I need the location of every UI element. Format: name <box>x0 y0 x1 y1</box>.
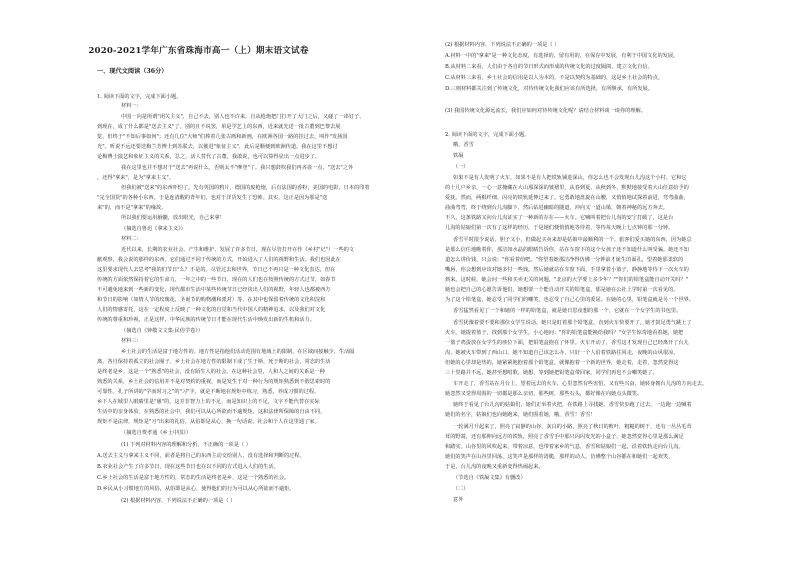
right-text-line: 她忽然又觉得周围的一切都是那么亲切，那些树，那些石头，都好像在向她点头微笑。 <box>445 391 643 397</box>
right-text-line: 铁凝 <box>453 153 464 159</box>
left-text-line: 材料一： <box>121 103 142 109</box>
left-text-line: 这里要求现代人去思考"我的们节日"么？不是的。尽管过去和世界，节日已不再只是一种文化表达，但在 <box>97 267 336 273</box>
right-text-line: 沟，她被火车带到了西山口。她不知道自己该怎么办，只好一个人沿着铁路往回走，夜晚的山风很凉， <box>445 350 679 356</box>
left-text-line: D.乡民从小习惯地方的风俗，从俗即是从心，使得他们的行为可以从心所欲而不逾矩。 <box>97 486 295 492</box>
left-text-line: 我在这里也并不想对于"送去"再说什么，否则太不"摩登"了。我只想鼓吹我们再吝啬一点，"送去"之外 <box>121 165 354 171</box>
right-text-line: （二） <box>453 486 469 492</box>
left-text-line: 乡土社会的生活是富于地方性的。地方性是指他们活动范围有地域上的限制，在区域间接触少，生活隔 <box>121 349 355 355</box>
left-text-line: 熟悉的关系，乡土社会的信用并不是对契约的重视，而是发生于对一种行为的规矩熟悉到不假思索时的 <box>97 379 331 385</box>
left-text-line: (2) 根据材料内容，下列说法不正确的一项是（ ） <box>121 498 236 504</box>
left-text-line: 生活中的亲身体验。在熟悉的社会中，我们可以从心所欲而不逾规矩，这和法律所保障的自由不同， <box>97 409 326 415</box>
left-text-line: 论梅博士演艺和象征主义的关系，总之，活人替代了古董，我敢说，也可以算得显出一点进步了。 <box>97 154 321 160</box>
right-text-line: 2. 阅读下面的文字，完成下面小题。 <box>445 132 530 138</box>
left-text-line: 和节日的影响（如情人节的玫瑰花，圣诞节的购物潮和派对）等，在其中也保留着传统的文化积淀和 <box>97 297 326 303</box>
left-text-line: （摘选自鲁迅《拿来主义》） <box>121 226 186 232</box>
left-text-line: 近代以来，长期的农业社会，产生和维护、发展了许多节日，现在尽管打开在作《乡村"记"）一些的文 <box>121 247 355 253</box>
left-text-line: A.送去主义与拿来主义不同，前者是将自己的东西主动交给别人，没有选择和判断的过程。 <box>97 453 305 459</box>
left-text-line: 人们的情感寄托，这在一定程度上反映了一种文化的自觉和当代中国人的精神追求，以及我们对文化 <box>97 307 326 313</box>
left-text-line: （摘选自费孝通《乡土中国》） <box>121 430 192 436</box>
left-text-line: （摘选自《钟敬文文集·民俗学卷》） <box>121 328 204 334</box>
right-text-line: 茸的野蒿，还有那伸向远方的铁轨，照亮了香雪手中那只闪闪发光的小盒子，她忽然觉得心里是那么满足 <box>445 434 684 440</box>
right-text-line: 火车。她提着篮子，找到那个女学生，小心地问："你的铅笔盒能换给我吗？"女学生惊奇地看着她，她把 <box>445 330 684 336</box>
left-text-line: 中国一向是所谓"闭关主义"，自己不去，别人也不许来。自从枪炮把门打开了大门之后，又碰了一串钉子， <box>121 114 365 120</box>
right-text-line: （节选自《铁凝文集》有删改） <box>453 475 526 481</box>
right-text-line: 哦，香雪 <box>453 142 474 148</box>
left-text-line: 1. 阅读下面的文字，完成下面小题。 <box>97 94 182 100</box>
exam-title: 2020-2021学年广东省珠海市高一（上）期末语文试卷 <box>88 46 309 56</box>
left-text-line: 规矩不是法律，规矩是"习"出来的礼俗。从俗即是从心，换一句话说，社会和个人在这里通了家。 <box>97 419 320 425</box>
right-text-line: 嘴唇，你会想到应该对她多付一些钱。然后她就站在车窗下面，手里拿着小篮子，静静地等待下一次火车的 <box>445 267 689 273</box>
right-text-line: 她们的名字，姑娘们也向她跑来，她们围着她，哦，香雪！香雪！ <box>445 412 596 418</box>
left-text-line: 是终老是乡。这是一个"熟悉"的社会，没有陌生人的社会。在这种社会里，人和人之间的关系是一种 <box>97 369 325 375</box>
right-text-line: 香雪平时很少说话，胆子又小，但做起买卖来却是姑娘中最顺利的一个。旅客们爱买她的东西，因为她总 <box>453 237 692 243</box>
right-text-line: 是那么信任地瞧着你，那洁如水晶的眼睛告诉你，站在车窗下的这个女孩子还不知道什么叫受骗。她还不知 <box>445 247 689 253</box>
left-text-line: 但我们被"送来"的东西吓怕了。先有英国的鸦片，德国的废枪炮，后有法国的香粉，美国的电影，日本的印着 <box>121 185 370 191</box>
right-text-line: 车开走了，香雪站在月台上，望着远去的火车，心里忽然有些害怕，又有些兴奋，她转身朝台儿沟的方向走去。 <box>453 381 708 387</box>
section-heading: 一、现代文阅读（36分） <box>97 68 168 75</box>
right-text-line: 如果不是有人发明了火车，如果不是有人把铁轨铺进深山，你怎么也不会发现台儿沟这个小村。它和它 <box>453 175 687 181</box>
left-text-line: 可靠性。孔子所讲的"学而时习之"的"习"字，就是不断地在规矩中练习，熟悉，养成习惯的过程。 <box>97 389 320 395</box>
left-text-line: 览，但终于"不知后事如何"；还有几位"大师"们捧着几张古画和新画，在欧洲各国一路的挂过去，叫作"发扬国 <box>97 134 348 140</box>
right-text-line: （一） <box>453 164 469 170</box>
left-text-line: (1) 下列对材料内容的理解和分析，不正确的一项是（ ） <box>121 442 251 448</box>
right-text-line: 她们的笑声在山谷里回荡，这笑声是那样的清脆，那样的动人，仿佛整个山谷都在和她们一起欢笑。 <box>445 454 674 460</box>
left-text-line: 材料二： <box>121 236 142 242</box>
right-text-line: 到来。这时候，她会问一些和买卖无关的问题，"北京的大学要上多少年？""你们的铅笔盒能自动开关吗？" <box>445 277 688 283</box>
left-text-line: 光"。听说不远还要送梅兰芳博士到苏联去，以催进"象征主义"，此后是顺便到欧洲传道。我在这里不想讨 <box>97 144 338 150</box>
right-text-line: 不久，这条铁路又向台儿沟证实了一种新的存在——火车。它喊叫着把台儿沟的安宁打破了，这是台 <box>445 215 674 221</box>
right-text-line: 但她的心里却是热的，她紧紧地抱着那个铅笔盒，就像抱着一个新的世界，她走着，走着，忽然觉得这 <box>445 360 679 366</box>
right-text-line: 香雪猛然看见了一个和她的一样的铅笔盒，就是她日思夜想的那一个，它就在一个女学生的书包里。 <box>453 308 682 314</box>
left-text-line: B.农业社会产生了许多节日，现在这些节日也在以不同的方式进入人们的生活。 <box>97 464 279 470</box>
right-text-line: 于是，台儿沟的夜晚又重新变得热闹起来。 <box>445 464 544 470</box>
right-text-line: 她也会把自己的心愿告诉他们，她想要一个能自动开关的铅笔盒，那是她在公社上学时第一次看见的。 <box>445 287 679 293</box>
right-text-line: 她终于看见了台儿沟的姑娘们，她们正举着火把，在铁路上寻找她。香雪快步跑了过去，一边跑一边喊着 <box>453 402 692 408</box>
left-text-line: 来"的，而不是"拿来"的缘故。 <box>97 205 167 211</box>
left-text-line: 传统的尊重和珍视，正是这样，中华民族的传统节日才能在现代生活中焕发出新的生机和活力。 <box>97 317 315 323</box>
right-text-line: 的十几户乡亲，一心一意掩藏在大山那深深的皱褶里，从春到夏，从秋到冬，默默地接受着大山任意给予的 <box>445 185 689 191</box>
right-text-line: 儿沟的姑娘们第一次有了这样的经历，于是她们便悄悄地等待着，等待每天晚上七点钟的那一分钟。 <box>445 225 674 231</box>
left-text-line: ，还得"拿来"，是为"拿来主义"。 <box>97 175 174 181</box>
right-text-line: (3) 我国传统文化源远流长，我们应如何对待传统文化呢？请结合材料谈一谈你的理解。 <box>445 108 646 114</box>
left-text-line: 乡下人在城里人眼睛里是"愚"的，这并非智力上的不足，而是知识上的不足，文字不能代替在实际 <box>97 399 320 405</box>
right-column <box>397 0 794 562</box>
left-text-line: 离，各自保持着孤立的社会圈子。乡土社会在地方性的限制下成了生于斯、死于斯的社会，常态的生活 <box>97 359 331 365</box>
left-text-line: 所以我们要运用脑髓，放出眼光，自己来拿！ <box>121 215 225 221</box>
right-text-line: 意外 <box>453 497 464 503</box>
left-text-line: 到现在，成了什么都是"送去主义"了。别的且不说罢，单是学艺上的东西，近来就先送一批古董到巴黎去展 <box>97 124 341 130</box>
left-text-line: 传统的方面依然保持着它的生命力，一年之中的一些节日，现在的人们也在按照传统的方式过节，如春节 <box>97 277 336 283</box>
right-text-line: (2) 根据材料内容，下列说法不正确的一项是（ ） <box>445 42 560 48</box>
right-text-line: 一轮满月升起来了，照亮了寂静的山谷，灰白的小路，照亮了秋日的败叶，粗糙的树干，还有一丛丛毛茸 <box>453 424 692 430</box>
left-text-line: C.乡土社会的生活是富于地方性的，常态的生活是终老是乡，这是一个熟悉的社会。 <box>97 475 290 481</box>
right-text-line: 为了这个铅笔盒，她忍受了同学们的嘲笑，也忍受了自己心里的委屈。在她的心里，铅笔盒就是另一个世界。 <box>445 297 695 303</box>
right-text-line: 香雪犹豫着要不要和那位女学生说话，她只是盯着那个铅笔盒，直到火车快要开了，她才鼓足勇气跳上了 <box>453 320 692 326</box>
right-text-line: 爱抚。然而，两根纤细、闪亮的铁轨延伸过来了。它勇敢地盘旋在山腰，又悄悄地试探着前进，弯弯曲曲， <box>445 195 689 201</box>
right-text-line: 道怎么讲价钱，只会说："你看着给吧。"你望着她那洁净得仿佛一分钟前才诞生的面孔，望着她那柔软的 <box>445 257 684 263</box>
right-text-line: A.材料一中的"拿来"是一种文化态度，有选择的，留有用的，在保存中发展，有利于中国文化的发展。 <box>445 53 679 59</box>
left-text-line: 材料三： <box>121 338 142 344</box>
right-text-line: 曲曲弯弯，终于绕到台儿沟脚下，然后钻进幽暗的隧道，冲向又一道山梁，朝着神秘的远方奔去。 <box>445 205 669 211</box>
left-text-line: "完全国货"的各种小东西。于是连清醒的青年们，也对于洋货发生了恐怖。其实，这正是因为那是"送 <box>97 195 328 201</box>
right-text-line: 和踏实。山谷里的风吹起来，带着凉意，也带着家乡的气息，香雪和姑娘们一起，沿着铁轨走向台儿沟。 <box>445 444 684 450</box>
right-text-line: B.从材料二来看，人们由于各自的节日形式而形成的传统文化的过度隔阂，建立文化自信。 <box>445 64 653 70</box>
right-text-line: 一篮子鸡蛋放在女学生的座位下面，把铅笔盒抱在了怀里。火车开动了，香雪这才发现自己已经离开了台儿 <box>445 340 689 346</box>
left-text-line: 献观察，我会说的那样的东西，它们通过不同于传统的方式，开始进入了人们的视野和生活。我们也因此在 <box>97 257 341 263</box>
right-text-line: D.三则材料都关注到了传统文化，对待传统文化我们应该有所选择，有所继承，有所发展。 <box>445 86 653 92</box>
left-text-line: 不可避免地来到一些新的变化，现代都市生活中某些传统节日已经淡出人们的视野，年轻人也都被西方 <box>97 287 331 293</box>
right-text-line: 三十里路并不远，她甚至想唱歌，她想，等到她把铅笔盒带回家，同学们再也不会嘲笑她了。 <box>445 370 658 376</box>
right-text-line: C.从材料三来看，乡土社会的信用是以人为本的，不是以契约为基础的，这是乡土社会的特点。 <box>445 75 664 81</box>
